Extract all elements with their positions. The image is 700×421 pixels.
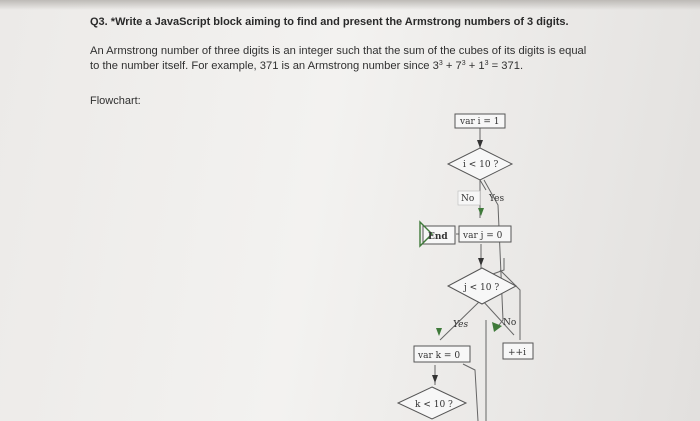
question-title: *Write a JavaScript block aiming to find and present the Armstrong numbers of 3 digits. bbox=[110, 16, 569, 28]
yes-label-2: Yes bbox=[453, 320, 469, 330]
arrow-green-2 bbox=[436, 328, 442, 336]
line2-suffix: = 371. bbox=[488, 60, 524, 72]
arrow-down-3 bbox=[432, 375, 438, 383]
arrow-down-1 bbox=[477, 140, 483, 148]
init-i-text: var i = 1 bbox=[460, 117, 500, 127]
inc-i-text: ++i bbox=[508, 348, 526, 358]
arrow-down-2 bbox=[478, 258, 484, 266]
exponent-2: 3 bbox=[461, 60, 466, 67]
yes-label-1: Yes bbox=[489, 194, 505, 204]
description-line-1: An Armstrong number of three digits is an integer such that the sum of the cubes of its digits is equal bbox=[90, 45, 587, 57]
arrow-green-1 bbox=[478, 208, 484, 216]
init-k-text: var k = 0 bbox=[418, 351, 461, 361]
no-label-1: No bbox=[461, 194, 475, 204]
question-number: Q3. bbox=[90, 16, 108, 28]
flowchart-label: Flowchart: bbox=[90, 95, 141, 107]
exponent-3: 3 bbox=[484, 60, 489, 67]
plus-one: + 1 bbox=[465, 60, 485, 72]
cond-k-text: k < 10 ? bbox=[415, 400, 453, 410]
plus-seven: + 7 bbox=[442, 60, 462, 72]
line2-prefix: to the number itself. For example, 371 is an Armstrong number since 3 bbox=[90, 60, 439, 72]
init-j-text: var j = 0 bbox=[463, 231, 503, 241]
end-text: End bbox=[428, 232, 448, 242]
cond-i-text: i < 10 ? bbox=[463, 160, 499, 170]
no-label-2: No bbox=[503, 318, 517, 328]
exponent-1: 3 bbox=[438, 60, 443, 67]
cond-j-text: j < 10 ? bbox=[464, 283, 500, 293]
